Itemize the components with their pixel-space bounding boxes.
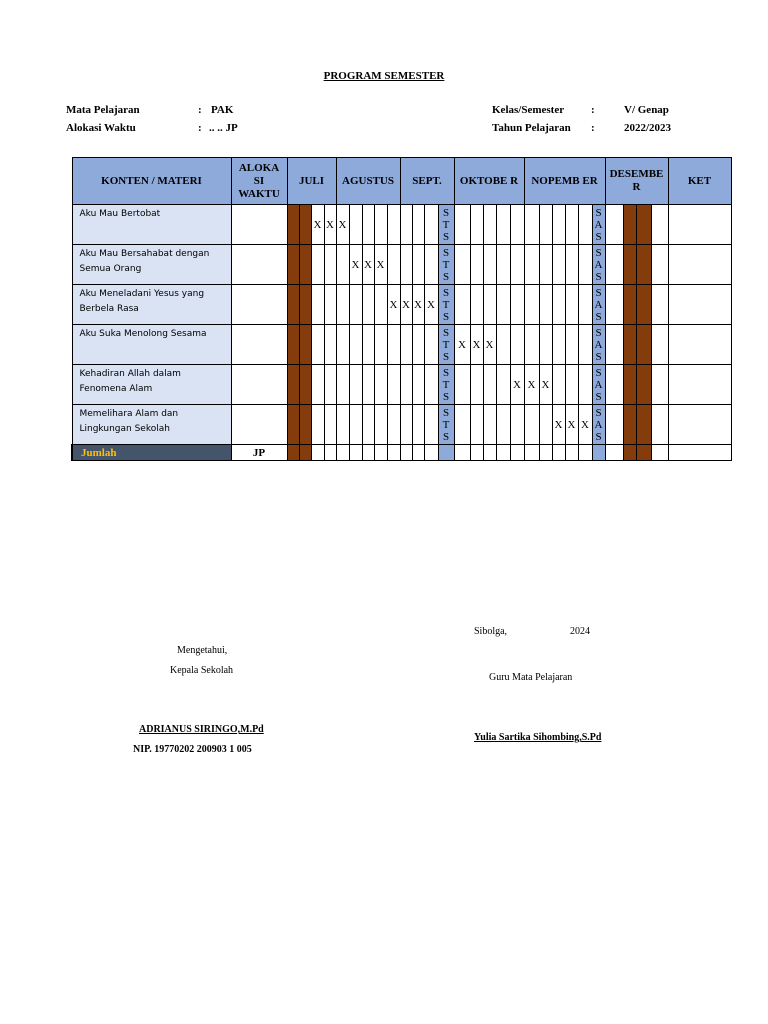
week-cell	[524, 245, 539, 285]
sts-cell	[438, 285, 454, 325]
week-cell	[324, 285, 336, 325]
week-cell	[552, 325, 565, 365]
week-cell	[336, 445, 349, 461]
vertical-letter: S	[442, 350, 450, 363]
kepala-sekolah-name: ADRIANUS SIRINGO,M.Pd	[139, 724, 264, 735]
colon: :	[591, 104, 595, 116]
week-cell	[362, 365, 374, 405]
x-mark-cell: X	[454, 325, 470, 365]
vertical-letter: S	[442, 326, 450, 339]
x-mark-cell: X	[578, 405, 592, 445]
week-cell	[324, 445, 336, 461]
vertical-letter: S	[442, 230, 450, 243]
x-mark-cell: X	[387, 285, 400, 325]
vertical-letter: S	[595, 286, 602, 299]
week-cell	[311, 285, 324, 325]
guru-name: Yulia Sartika Sihombing,S.Pd	[474, 732, 602, 743]
alokasi-value: .. .. JP	[209, 122, 238, 134]
week-cell	[400, 365, 412, 405]
vertical-letter: T	[442, 378, 450, 391]
week-cell	[496, 445, 510, 461]
holiday-week-cell	[287, 205, 299, 245]
vertical-letter: S	[595, 246, 602, 259]
week-cell	[362, 285, 374, 325]
sts-cell	[438, 205, 454, 245]
x-mark-cell: X	[524, 365, 539, 405]
x-mark-cell: X	[510, 365, 524, 405]
week-cell	[496, 405, 510, 445]
week-cell	[336, 245, 349, 285]
week-cell	[483, 205, 496, 245]
week-cell	[565, 445, 578, 461]
week-cell	[578, 445, 592, 461]
week-cell	[374, 285, 387, 325]
week-cell	[651, 205, 668, 245]
week-cell	[605, 285, 623, 325]
x-mark-cell: X	[565, 405, 578, 445]
header-month-1: AGUSTUS	[336, 158, 400, 205]
holiday-week-cell	[623, 285, 636, 325]
holiday-week-cell	[636, 205, 651, 245]
x-mark-cell: X	[349, 245, 362, 285]
week-cell	[470, 245, 483, 285]
vertical-letter: T	[442, 218, 450, 231]
week-cell	[412, 405, 424, 445]
program-semester-table	[71, 157, 732, 461]
ket-cell	[668, 405, 731, 445]
week-cell	[470, 365, 483, 405]
x-mark-cell: X	[470, 325, 483, 365]
week-cell	[362, 205, 374, 245]
table-row	[72, 365, 731, 405]
week-cell	[552, 285, 565, 325]
jumlah-value: JP	[231, 445, 287, 461]
x-mark-cell: X	[362, 245, 374, 285]
materi-cell: Aku Meneladani Yesus yang Berbela Rasa	[72, 285, 231, 325]
week-cell	[311, 405, 324, 445]
holiday-week-cell	[299, 285, 311, 325]
holiday-week-cell	[287, 365, 299, 405]
colon: :	[198, 122, 202, 134]
week-cell	[483, 245, 496, 285]
week-cell	[578, 245, 592, 285]
vertical-letter: S	[595, 390, 602, 403]
week-cell	[311, 245, 324, 285]
week-cell	[605, 405, 623, 445]
signature-place: Sibolga,	[474, 626, 508, 637]
week-cell	[605, 445, 623, 461]
sts-cell	[438, 245, 454, 285]
vertical-letter: S	[595, 430, 602, 443]
holiday-week-cell	[299, 405, 311, 445]
holiday-week-cell	[299, 245, 311, 285]
week-cell	[374, 205, 387, 245]
exam-cell	[438, 445, 454, 461]
mapel-label: Mata Pelajaran	[66, 104, 140, 116]
week-cell	[374, 445, 387, 461]
week-cell	[565, 285, 578, 325]
table-row	[72, 205, 731, 245]
week-cell	[510, 245, 524, 285]
week-cell	[483, 405, 496, 445]
materi-cell: Memelihara Alam dan Lingkungan Sekolah	[72, 405, 231, 445]
sts-cell	[438, 405, 454, 445]
week-cell	[651, 405, 668, 445]
holiday-week-cell	[636, 365, 651, 405]
week-cell	[578, 325, 592, 365]
vertical-letter: S	[442, 430, 450, 443]
vertical-letter: S	[595, 326, 602, 339]
week-cell	[336, 405, 349, 445]
week-cell	[605, 325, 623, 365]
week-cell	[387, 205, 400, 245]
week-cell	[539, 405, 552, 445]
jumlah-label: Jumlah	[72, 445, 231, 461]
week-cell	[524, 285, 539, 325]
header-month-4: NOPEMB ER	[524, 158, 605, 205]
vertical-letter: S	[595, 310, 602, 323]
week-cell	[552, 445, 565, 461]
alokasi-cell	[231, 325, 287, 365]
week-cell	[510, 405, 524, 445]
header-month-3: OKTOBE R	[454, 158, 524, 205]
vertical-letter: S	[595, 206, 602, 219]
x-mark-cell: X	[400, 285, 412, 325]
week-cell	[539, 205, 552, 245]
week-cell	[539, 245, 552, 285]
week-cell	[651, 245, 668, 285]
vertical-letter: S	[595, 406, 602, 419]
header-ket: KET	[668, 158, 731, 205]
holiday-week-cell	[636, 445, 651, 461]
week-cell	[483, 365, 496, 405]
vertical-letter: S	[442, 406, 450, 419]
x-mark-cell: X	[424, 285, 438, 325]
ket-cell	[668, 445, 731, 461]
week-cell	[336, 365, 349, 405]
kelas-label: Kelas/Semester	[492, 104, 565, 116]
table-row	[72, 405, 731, 445]
week-cell	[412, 365, 424, 405]
week-cell	[424, 205, 438, 245]
vertical-letter: A	[594, 338, 603, 351]
x-mark-cell: X	[311, 205, 324, 245]
sas-cell	[592, 405, 605, 445]
vertical-letter: T	[442, 298, 450, 311]
x-mark-cell: X	[483, 325, 496, 365]
colon: :	[591, 122, 595, 134]
x-mark-cell: X	[412, 285, 424, 325]
week-cell	[605, 365, 623, 405]
week-cell	[510, 325, 524, 365]
vertical-letter: A	[594, 378, 603, 391]
week-cell	[387, 365, 400, 405]
signature-year: 2024	[570, 626, 590, 637]
week-cell	[565, 365, 578, 405]
week-cell	[374, 325, 387, 365]
jumlah-row	[72, 445, 731, 461]
mengetahui-text: Mengetahui,	[177, 645, 228, 656]
holiday-week-cell	[623, 365, 636, 405]
kepala-sekolah-nip: NIP. 19770202 200903 1 005	[133, 744, 252, 755]
week-cell	[387, 325, 400, 365]
week-cell	[412, 445, 424, 461]
vertical-letter: S	[595, 366, 602, 379]
week-cell	[524, 445, 539, 461]
week-cell	[349, 365, 362, 405]
colon: :	[198, 104, 202, 116]
alokasi-cell	[231, 245, 287, 285]
alokasi-cell	[231, 405, 287, 445]
exam-cell	[592, 445, 605, 461]
vertical-letter: S	[442, 206, 450, 219]
week-cell	[362, 325, 374, 365]
materi-cell: Aku Suka Menolong Sesama	[72, 325, 231, 365]
week-cell	[651, 445, 668, 461]
week-cell	[387, 245, 400, 285]
week-cell	[387, 405, 400, 445]
week-cell	[400, 245, 412, 285]
week-cell	[470, 445, 483, 461]
holiday-week-cell	[623, 245, 636, 285]
week-cell	[454, 245, 470, 285]
week-cell	[565, 245, 578, 285]
week-cell	[470, 285, 483, 325]
holiday-week-cell	[623, 405, 636, 445]
week-cell	[362, 405, 374, 445]
sas-cell	[592, 205, 605, 245]
kelas-value: V/ Genap	[624, 104, 669, 116]
sts-cell	[438, 365, 454, 405]
table-row	[72, 285, 731, 325]
holiday-week-cell	[636, 325, 651, 365]
week-cell	[578, 205, 592, 245]
ket-cell	[668, 325, 731, 365]
week-cell	[374, 405, 387, 445]
holiday-week-cell	[623, 445, 636, 461]
sts-cell	[438, 325, 454, 365]
week-cell	[510, 285, 524, 325]
holiday-week-cell	[299, 325, 311, 365]
vertical-letter: S	[442, 390, 450, 403]
sas-cell	[592, 325, 605, 365]
week-cell	[424, 365, 438, 405]
week-cell	[524, 205, 539, 245]
week-cell	[336, 325, 349, 365]
alokasi-cell	[231, 205, 287, 245]
week-cell	[324, 245, 336, 285]
week-cell	[496, 325, 510, 365]
week-cell	[324, 365, 336, 405]
week-cell	[524, 325, 539, 365]
week-cell	[311, 365, 324, 405]
header-month-0: JULI	[287, 158, 336, 205]
week-cell	[651, 325, 668, 365]
week-cell	[400, 445, 412, 461]
week-cell	[496, 285, 510, 325]
holiday-week-cell	[287, 245, 299, 285]
week-cell	[539, 285, 552, 325]
week-cell	[524, 405, 539, 445]
week-cell	[578, 285, 592, 325]
ket-cell	[668, 205, 731, 245]
vertical-letter: S	[595, 270, 602, 283]
week-cell	[400, 405, 412, 445]
holiday-week-cell	[636, 285, 651, 325]
week-cell	[651, 365, 668, 405]
tahun-value: 2022/2023	[624, 122, 672, 134]
week-cell	[483, 445, 496, 461]
x-mark-cell: X	[552, 405, 565, 445]
week-cell	[374, 365, 387, 405]
ket-cell	[668, 245, 731, 285]
sas-cell	[592, 285, 605, 325]
vertical-letter: A	[594, 418, 603, 431]
week-cell	[412, 245, 424, 285]
holiday-week-cell	[623, 325, 636, 365]
week-cell	[349, 445, 362, 461]
week-cell	[349, 325, 362, 365]
week-cell	[424, 445, 438, 461]
week-cell	[349, 205, 362, 245]
vertical-letter: T	[442, 418, 450, 431]
vertical-letter: S	[442, 366, 450, 379]
week-cell	[454, 445, 470, 461]
holiday-week-cell	[287, 445, 299, 461]
week-cell	[412, 325, 424, 365]
week-cell	[454, 405, 470, 445]
week-cell	[454, 285, 470, 325]
alokasi-cell	[231, 285, 287, 325]
week-cell	[496, 245, 510, 285]
ket-cell	[668, 365, 731, 405]
week-cell	[552, 365, 565, 405]
vertical-letter: T	[442, 338, 450, 351]
sas-cell	[592, 365, 605, 405]
holiday-week-cell	[287, 325, 299, 365]
week-cell	[349, 405, 362, 445]
week-cell	[510, 445, 524, 461]
week-cell	[539, 325, 552, 365]
page-title: PROGRAM SEMESTER	[323, 70, 445, 82]
week-cell	[362, 445, 374, 461]
week-cell	[400, 205, 412, 245]
week-cell	[324, 405, 336, 445]
table-row	[72, 325, 731, 365]
holiday-week-cell	[636, 405, 651, 445]
vertical-letter: A	[594, 218, 603, 231]
week-cell	[470, 405, 483, 445]
vertical-letter: S	[595, 230, 602, 243]
ket-cell	[668, 285, 731, 325]
tahun-label: Tahun Pelajaran	[492, 122, 571, 134]
week-cell	[400, 325, 412, 365]
vertical-letter: S	[442, 310, 450, 323]
week-cell	[454, 205, 470, 245]
week-cell	[565, 205, 578, 245]
week-cell	[424, 325, 438, 365]
kepala-sekolah-title: Kepala Sekolah	[170, 665, 234, 676]
week-cell	[510, 205, 524, 245]
holiday-week-cell	[299, 205, 311, 245]
header-alokasi-waktu: ALOKA SI WAKTU	[231, 158, 287, 205]
vertical-letter: S	[442, 246, 450, 259]
holiday-week-cell	[287, 285, 299, 325]
materi-cell: Kehadiran Allah dalam Fenomena Alam	[72, 365, 231, 405]
x-mark-cell: X	[336, 205, 349, 245]
week-cell	[539, 445, 552, 461]
week-cell	[349, 285, 362, 325]
week-cell	[552, 245, 565, 285]
vertical-letter: A	[594, 298, 603, 311]
guru-title: Guru Mata Pelajaran	[489, 672, 573, 683]
holiday-week-cell	[299, 445, 311, 461]
week-cell	[605, 205, 623, 245]
x-mark-cell: X	[374, 245, 387, 285]
week-cell	[565, 325, 578, 365]
header-month-5: DESEMBE R	[605, 158, 668, 205]
week-cell	[311, 445, 324, 461]
alokasi-cell	[231, 365, 287, 405]
week-cell	[412, 205, 424, 245]
materi-cell: Aku Mau Bertobat	[72, 205, 231, 245]
week-cell	[605, 245, 623, 285]
week-cell	[311, 325, 324, 365]
vertical-letter: S	[595, 350, 602, 363]
table-row	[72, 245, 731, 285]
mapel-value: PAK	[211, 104, 234, 116]
week-cell	[578, 365, 592, 405]
week-cell	[470, 205, 483, 245]
sas-cell	[592, 245, 605, 285]
week-cell	[483, 285, 496, 325]
header-month-2: SEPT.	[400, 158, 454, 205]
week-cell	[454, 365, 470, 405]
week-cell	[424, 245, 438, 285]
holiday-week-cell	[636, 245, 651, 285]
week-cell	[651, 285, 668, 325]
header-konten-materi: KONTEN / MATERI	[72, 158, 231, 205]
vertical-letter: S	[442, 270, 450, 283]
vertical-letter: S	[442, 286, 450, 299]
holiday-week-cell	[623, 205, 636, 245]
week-cell	[496, 205, 510, 245]
week-cell	[387, 445, 400, 461]
materi-cell: Aku Mau Bersahabat dengan Semua Orang	[72, 245, 231, 285]
week-cell	[424, 405, 438, 445]
header-row	[72, 158, 731, 205]
holiday-week-cell	[299, 365, 311, 405]
week-cell	[552, 205, 565, 245]
alokasi-label: Alokasi Waktu	[66, 122, 136, 134]
x-mark-cell: X	[539, 365, 552, 405]
holiday-week-cell	[287, 405, 299, 445]
week-cell	[496, 365, 510, 405]
x-mark-cell: X	[324, 205, 336, 245]
week-cell	[324, 325, 336, 365]
week-cell	[336, 285, 349, 325]
vertical-letter: T	[442, 258, 450, 271]
vertical-letter: A	[594, 258, 603, 271]
